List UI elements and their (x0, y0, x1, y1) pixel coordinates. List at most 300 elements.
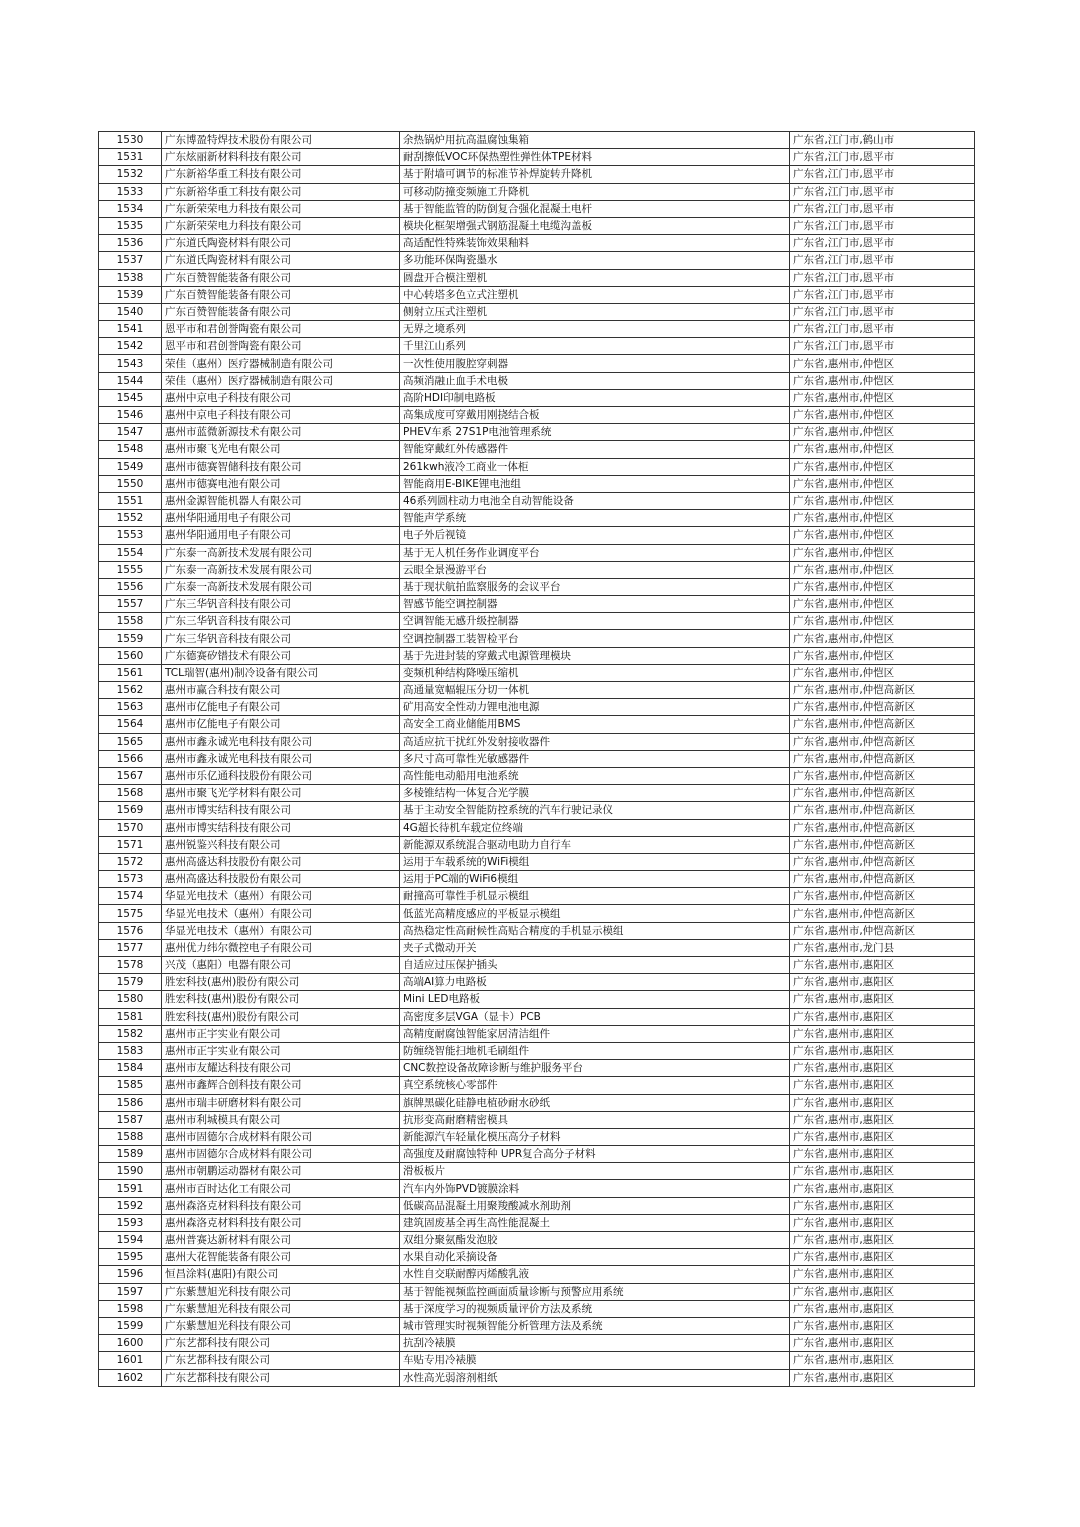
cell-product: 真空系统核心零部件 (400, 1077, 790, 1094)
table-row (99, 1317, 975, 1334)
cell-num: 1538 (99, 269, 162, 286)
cell-region: 广东省,惠州市,惠阳区 (790, 1300, 975, 1317)
cell-region: 广东省,惠州市,仲恺高新区 (790, 716, 975, 733)
cell-num: 1599 (99, 1317, 162, 1334)
cell-region: 广东省,惠州市,惠阳区 (790, 1111, 975, 1128)
cell-company: 华显光电技术（惠州）有限公司 (162, 905, 400, 922)
cell-num: 1561 (99, 664, 162, 681)
table-row (99, 1060, 975, 1077)
cell-company: 惠州大花智能装备有限公司 (162, 1249, 400, 1266)
cell-num: 1582 (99, 1025, 162, 1042)
cell-product: 高阶HDI印制电路板 (400, 389, 790, 406)
cell-region: 广东省,江门市,恩平市 (790, 303, 975, 320)
cell-company: 恩平市和君创誉陶瓷有限公司 (162, 321, 400, 338)
cell-num: 1560 (99, 647, 162, 664)
cell-company: 广东新裕华重工科技有限公司 (162, 166, 400, 183)
cell-region: 广东省,惠州市,仲恺区 (790, 355, 975, 372)
table-row (99, 527, 975, 544)
table-row (99, 1197, 975, 1214)
cell-product: 基于智能视频监控画面质量诊断与预警应用系统 (400, 1283, 790, 1300)
cell-company: 惠州市鑫永诚光电科技有限公司 (162, 750, 400, 767)
cell-region: 广东省,惠州市,惠阳区 (790, 1352, 975, 1369)
cell-region: 广东省,惠州市,惠阳区 (790, 1146, 975, 1163)
cell-num: 1577 (99, 939, 162, 956)
cell-num: 1550 (99, 475, 162, 492)
cell-region: 广东省,惠州市,仲恺区 (790, 613, 975, 630)
cell-product: 高密度多层VGA（显卡）PCB (400, 1008, 790, 1025)
table-row (99, 785, 975, 802)
cell-num: 1546 (99, 407, 162, 424)
cell-num: 1573 (99, 871, 162, 888)
cell-product: 建筑固废基全再生高性能混凝土 (400, 1214, 790, 1231)
table-row (99, 767, 975, 784)
cell-product: 空调智能无感升级控制器 (400, 613, 790, 630)
cell-region: 广东省,惠州市,惠阳区 (790, 1163, 975, 1180)
table-row (99, 217, 975, 234)
cell-company: 广东德赛矽镨技术有限公司 (162, 647, 400, 664)
table-row (99, 699, 975, 716)
cell-product: 高频消融止血手术电极 (400, 372, 790, 389)
cell-num: 1584 (99, 1060, 162, 1077)
cell-product: 46系列圆柱动力电池全自动智能设备 (400, 492, 790, 509)
cell-product: 车贴专用冷裱膜 (400, 1352, 790, 1369)
cell-region: 广东省,江门市,恩平市 (790, 286, 975, 303)
cell-num: 1539 (99, 286, 162, 303)
cell-region: 广东省,惠州市,仲恺高新区 (790, 682, 975, 699)
cell-region: 广东省,惠州市,惠阳区 (790, 1197, 975, 1214)
cell-region: 广东省,江门市,恩平市 (790, 217, 975, 234)
table-row (99, 991, 975, 1008)
cell-product: 基于先进封装的穿戴式电源管理模块 (400, 647, 790, 664)
cell-product: 空调控制器工装智检平台 (400, 630, 790, 647)
cell-company: 惠州普赛达新材料有限公司 (162, 1232, 400, 1249)
cell-company: 荣佳（惠州）医疗器械制造有限公司 (162, 355, 400, 372)
cell-company: 广东道氏陶瓷材料有限公司 (162, 252, 400, 269)
cell-region: 广东省,惠州市,仲恺区 (790, 424, 975, 441)
table-row (99, 1077, 975, 1094)
cell-region: 广东省,惠州市,仲恺高新区 (790, 733, 975, 750)
cell-region: 广东省,惠州市,惠阳区 (790, 1042, 975, 1059)
cell-region: 广东省,惠州市,惠阳区 (790, 1008, 975, 1025)
cell-num: 1558 (99, 613, 162, 630)
cell-company: 惠州锐鉴兴科技有限公司 (162, 836, 400, 853)
cell-product: 高强度及耐腐蚀特种 UPR复合高分子材料 (400, 1146, 790, 1163)
cell-num: 1572 (99, 853, 162, 870)
cell-product: 电子外后视镜 (400, 527, 790, 544)
cell-product: 城市管理实时视频智能分析管理方法及系统 (400, 1317, 790, 1334)
cell-company: 广东百赞智能装备有限公司 (162, 286, 400, 303)
cell-product: 滑板板片 (400, 1163, 790, 1180)
table-row (99, 424, 975, 441)
cell-product: 高端AI算力电路板 (400, 974, 790, 991)
cell-company: 惠州市固德尔合成材料有限公司 (162, 1146, 400, 1163)
cell-region: 广东省,惠州市,仲恺区 (790, 492, 975, 509)
cell-region: 广东省,惠州市,惠阳区 (790, 1283, 975, 1300)
cell-region: 广东省,江门市,恩平市 (790, 200, 975, 217)
table-row (99, 802, 975, 819)
cell-company: 惠州市德赛智储科技有限公司 (162, 458, 400, 475)
table-row (99, 252, 975, 269)
table-row (99, 1111, 975, 1128)
cell-region: 广东省,惠州市,仲恺区 (790, 372, 975, 389)
cell-company: 广东艺都科技有限公司 (162, 1352, 400, 1369)
cell-region: 广东省,江门市,恩平市 (790, 166, 975, 183)
cell-region: 广东省,惠州市,惠阳区 (790, 1025, 975, 1042)
cell-company: 惠州高盛达科技股份有限公司 (162, 871, 400, 888)
cell-product: 云眼全景漫游平台 (400, 561, 790, 578)
table-row (99, 613, 975, 630)
cell-company: 惠州市赢合科技有限公司 (162, 682, 400, 699)
cell-product: 高通量宽幅辊压分切一体机 (400, 682, 790, 699)
cell-product: 多棱锥结构一体复合光学膜 (400, 785, 790, 802)
cell-company: 惠州市百时达化工有限公司 (162, 1180, 400, 1197)
cell-product: 基于智能监管的防倒复合强化混凝土电杆 (400, 200, 790, 217)
table-row (99, 1163, 975, 1180)
cell-num: 1589 (99, 1146, 162, 1163)
cell-company: 惠州市友耀达科技有限公司 (162, 1060, 400, 1077)
cell-region: 广东省,惠州市,仲恺高新区 (790, 699, 975, 716)
cell-company: 广东新荣荣电力科技有限公司 (162, 217, 400, 234)
cell-product: 261kwh液冷工商业一体柜 (400, 458, 790, 475)
cell-num: 1598 (99, 1300, 162, 1317)
cell-region: 广东省,惠州市,仲恺区 (790, 596, 975, 613)
cell-company: 惠州市亿能电子有限公司 (162, 699, 400, 716)
cell-company: 惠州市朝鹏运动器材有限公司 (162, 1163, 400, 1180)
cell-region: 广东省,惠州市,惠阳区 (790, 991, 975, 1008)
table-row (99, 1283, 975, 1300)
cell-num: 1571 (99, 836, 162, 853)
cell-product: 千里江山系列 (400, 338, 790, 355)
cell-product: 高精度耐腐蚀智能家居清洁组件 (400, 1025, 790, 1042)
cell-num: 1587 (99, 1111, 162, 1128)
cell-num: 1541 (99, 321, 162, 338)
cell-num: 1532 (99, 166, 162, 183)
table-row (99, 922, 975, 939)
cell-product: 水果自动化采摘设备 (400, 1249, 790, 1266)
cell-num: 1601 (99, 1352, 162, 1369)
table-row (99, 630, 975, 647)
cell-num: 1559 (99, 630, 162, 647)
cell-product: 高适配性特殊装饰效果釉料 (400, 235, 790, 252)
cell-region: 广东省,惠州市,仲恺高新区 (790, 802, 975, 819)
cell-company: 惠州市博实结科技有限公司 (162, 802, 400, 819)
table-row (99, 166, 975, 183)
cell-product: 余热锅炉用抗高温腐蚀集箱 (400, 132, 790, 149)
cell-company: 广东泰一高新技术发展有限公司 (162, 544, 400, 561)
cell-company: 广东博盈特焊技术股份有限公司 (162, 132, 400, 149)
cell-product: 防缠绕智能扫地机毛刷组件 (400, 1042, 790, 1059)
cell-company: 广东紫慧旭光科技有限公司 (162, 1317, 400, 1334)
cell-num: 1534 (99, 200, 162, 217)
table-row (99, 596, 975, 613)
cell-region: 广东省,惠州市,龙门县 (790, 939, 975, 956)
cell-company: 广东紫慧旭光科技有限公司 (162, 1300, 400, 1317)
table-row (99, 510, 975, 527)
table-row (99, 561, 975, 578)
cell-num: 1579 (99, 974, 162, 991)
table-row (99, 905, 975, 922)
table-row (99, 149, 975, 166)
cell-num: 1581 (99, 1008, 162, 1025)
cell-num: 1536 (99, 235, 162, 252)
cell-num: 1552 (99, 510, 162, 527)
cell-company: 惠州森洛克材料科技有限公司 (162, 1197, 400, 1214)
cell-product: 耐刮擦低VOC环保热塑性弹性体TPE材料 (400, 149, 790, 166)
cell-num: 1556 (99, 578, 162, 595)
cell-product: 新能源汽车轻量化模压高分子材料 (400, 1128, 790, 1145)
cell-region: 广东省,江门市,鹤山市 (790, 132, 975, 149)
cell-product: Mini LED电路板 (400, 991, 790, 1008)
cell-region: 广东省,惠州市,仲恺高新区 (790, 750, 975, 767)
table-row (99, 544, 975, 561)
cell-region: 广东省,惠州市,仲恺高新区 (790, 819, 975, 836)
cell-company: 华显光电技术（惠州）有限公司 (162, 888, 400, 905)
table-row (99, 1180, 975, 1197)
cell-company: 胜宏科技(惠州)股份有限公司 (162, 974, 400, 991)
cell-product: 圆盘开合模注塑机 (400, 269, 790, 286)
cell-num: 1580 (99, 991, 162, 1008)
cell-region: 广东省,惠州市,仲恺区 (790, 561, 975, 578)
cell-num: 1597 (99, 1283, 162, 1300)
table-row (99, 716, 975, 733)
cell-num: 1549 (99, 458, 162, 475)
cell-company: 惠州市聚飞光电有限公司 (162, 441, 400, 458)
cell-product: 高适应抗干扰红外发射接收器件 (400, 733, 790, 750)
table-row (99, 1042, 975, 1059)
cell-company: 广东艺都科技有限公司 (162, 1335, 400, 1352)
table-row (99, 578, 975, 595)
cell-region: 广东省,惠州市,惠阳区 (790, 1077, 975, 1094)
table-row (99, 338, 975, 355)
cell-region: 广东省,江门市,恩平市 (790, 321, 975, 338)
table-row (99, 1094, 975, 1111)
cell-num: 1594 (99, 1232, 162, 1249)
cell-region: 广东省,江门市,恩平市 (790, 338, 975, 355)
cell-num: 1543 (99, 355, 162, 372)
table-row (99, 853, 975, 870)
cell-region: 广东省,惠州市,仲恺区 (790, 510, 975, 527)
cell-region: 广东省,惠州市,仲恺高新区 (790, 836, 975, 853)
cell-num: 1567 (99, 767, 162, 784)
table-row (99, 321, 975, 338)
cell-product: 高性能电动船用电池系统 (400, 767, 790, 784)
cell-company: 广东三华钒音科技有限公司 (162, 613, 400, 630)
cell-product: 无界之境系列 (400, 321, 790, 338)
table-row (99, 957, 975, 974)
cell-num: 1600 (99, 1335, 162, 1352)
cell-region: 广东省,惠州市,惠阳区 (790, 957, 975, 974)
cell-company: 广东泰一高新技术发展有限公司 (162, 578, 400, 595)
cell-num: 1568 (99, 785, 162, 802)
cell-region: 广东省,江门市,恩平市 (790, 183, 975, 200)
cell-num: 1602 (99, 1369, 162, 1386)
cell-company: 惠州市德赛电池有限公司 (162, 475, 400, 492)
cell-product: 双组分聚氨酯发泡胶 (400, 1232, 790, 1249)
cell-num: 1555 (99, 561, 162, 578)
cell-num: 1537 (99, 252, 162, 269)
cell-region: 广东省,惠州市,惠阳区 (790, 1214, 975, 1231)
cell-num: 1575 (99, 905, 162, 922)
cell-product: 一次性使用腹腔穿刺器 (400, 355, 790, 372)
cell-company: 惠州市乐亿通科技股份有限公司 (162, 767, 400, 784)
table-row (99, 1008, 975, 1025)
cell-region: 广东省,惠州市,仲恺高新区 (790, 922, 975, 939)
cell-num: 1564 (99, 716, 162, 733)
cell-num: 1588 (99, 1128, 162, 1145)
cell-num: 1592 (99, 1197, 162, 1214)
table-row (99, 1025, 975, 1042)
cell-region: 广东省,江门市,恩平市 (790, 269, 975, 286)
table-row (99, 200, 975, 217)
table-row (99, 1335, 975, 1352)
cell-product: 耐撞高可靠性手机显示模组 (400, 888, 790, 905)
cell-product: PHEV车系 27S1P电池管理系统 (400, 424, 790, 441)
cell-company: 惠州市正宇实业有限公司 (162, 1042, 400, 1059)
table-row (99, 836, 975, 853)
cell-company: 惠州中京电子科技有限公司 (162, 389, 400, 406)
cell-product: 运用于车载系统的WiFi模组 (400, 853, 790, 870)
cell-company: 惠州市正宇实业有限公司 (162, 1025, 400, 1042)
cell-region: 广东省,惠州市,仲恺区 (790, 630, 975, 647)
cell-region: 广东省,惠州市,惠阳区 (790, 974, 975, 991)
cell-region: 广东省,惠州市,仲恺区 (790, 407, 975, 424)
cell-company: 惠州市固德尔合成材料有限公司 (162, 1128, 400, 1145)
cell-company: 广东新裕华重工科技有限公司 (162, 183, 400, 200)
cell-num: 1570 (99, 819, 162, 836)
cell-company: 惠州中京电子科技有限公司 (162, 407, 400, 424)
cell-num: 1574 (99, 888, 162, 905)
cell-region: 广东省,江门市,恩平市 (790, 149, 975, 166)
cell-company: 广东三华钒音科技有限公司 (162, 596, 400, 613)
cell-num: 1540 (99, 303, 162, 320)
table-row (99, 1146, 975, 1163)
cell-product: 高安全工商业储能用BMS (400, 716, 790, 733)
table-row (99, 407, 975, 424)
cell-product: 基于现状航拍监察服务的会议平台 (400, 578, 790, 595)
cell-num: 1566 (99, 750, 162, 767)
table-row (99, 269, 975, 286)
cell-product: 多尺寸高可靠性光敏感器件 (400, 750, 790, 767)
cell-product: 智能商用E-BIKE锂电池组 (400, 475, 790, 492)
cell-company: 惠州优力纬尔微控电子有限公司 (162, 939, 400, 956)
product-list-table (98, 131, 975, 1387)
cell-company: 广东新荣荣电力科技有限公司 (162, 200, 400, 217)
cell-company: 兴茂（惠阳）电器有限公司 (162, 957, 400, 974)
table-row (99, 1369, 975, 1386)
cell-region: 广东省,惠州市,仲恺区 (790, 544, 975, 561)
cell-num: 1548 (99, 441, 162, 458)
cell-region: 广东省,惠州市,惠阳区 (790, 1128, 975, 1145)
cell-product: 变频机种结构降噪压缩机 (400, 664, 790, 681)
cell-product: 夹子式微动开关 (400, 939, 790, 956)
cell-num: 1595 (99, 1249, 162, 1266)
table-row (99, 389, 975, 406)
cell-product: 智能穿戴红外传感器件 (400, 441, 790, 458)
cell-region: 广东省,惠州市,仲恺区 (790, 389, 975, 406)
table-body (99, 132, 975, 1387)
cell-num: 1578 (99, 957, 162, 974)
cell-region: 广东省,惠州市,惠阳区 (790, 1094, 975, 1111)
cell-num: 1565 (99, 733, 162, 750)
table-row (99, 441, 975, 458)
table-row (99, 1266, 975, 1283)
cell-product: CNC数控设备故障诊断与维护服务平台 (400, 1060, 790, 1077)
cell-num: 1533 (99, 183, 162, 200)
cell-company: 广东紫慧旭光科技有限公司 (162, 1283, 400, 1300)
cell-product: 智能声学系统 (400, 510, 790, 527)
cell-num: 1585 (99, 1077, 162, 1094)
cell-region: 广东省,惠州市,仲恺高新区 (790, 871, 975, 888)
cell-num: 1531 (99, 149, 162, 166)
cell-company: 惠州森洛克材料科技有限公司 (162, 1214, 400, 1231)
cell-region: 广东省,江门市,恩平市 (790, 235, 975, 252)
cell-region: 广东省,惠州市,惠阳区 (790, 1335, 975, 1352)
table-row (99, 372, 975, 389)
cell-region: 广东省,惠州市,仲恺高新区 (790, 853, 975, 870)
table-row (99, 682, 975, 699)
cell-company: 惠州市利城模具有限公司 (162, 1111, 400, 1128)
cell-company: 恒昌涂料(惠阳)有限公司 (162, 1266, 400, 1283)
cell-num: 1583 (99, 1042, 162, 1059)
cell-company: 惠州高盛达科技股份有限公司 (162, 853, 400, 870)
cell-product: 智感节能空调控制器 (400, 596, 790, 613)
cell-company: 惠州市鑫永诚光电科技有限公司 (162, 733, 400, 750)
cell-region: 广东省,惠州市,惠阳区 (790, 1060, 975, 1077)
table-row (99, 939, 975, 956)
cell-num: 1551 (99, 492, 162, 509)
cell-num: 1569 (99, 802, 162, 819)
table-row (99, 1249, 975, 1266)
cell-product: 中心转塔多色立式注塑机 (400, 286, 790, 303)
cell-company: 惠州市蓝微新源技术有限公司 (162, 424, 400, 441)
cell-num: 1557 (99, 596, 162, 613)
cell-region: 广东省,惠州市,仲恺高新区 (790, 767, 975, 784)
table-row (99, 871, 975, 888)
cell-region: 广东省,惠州市,仲恺高新区 (790, 888, 975, 905)
table-row (99, 819, 975, 836)
table-row (99, 1128, 975, 1145)
table-row (99, 1352, 975, 1369)
cell-num: 1576 (99, 922, 162, 939)
cell-company: 惠州市博实结科技有限公司 (162, 819, 400, 836)
table-row (99, 750, 975, 767)
cell-region: 广东省,惠州市,仲恺区 (790, 527, 975, 544)
cell-region: 广东省,江门市,恩平市 (790, 252, 975, 269)
cell-company: 广东泰一高新技术发展有限公司 (162, 561, 400, 578)
cell-region: 广东省,惠州市,惠阳区 (790, 1232, 975, 1249)
cell-num: 1554 (99, 544, 162, 561)
cell-product: 基于附墙可调节的标准节补焊旋转升降机 (400, 166, 790, 183)
cell-company: 惠州市鑫辉合创科技有限公司 (162, 1077, 400, 1094)
cell-region: 广东省,惠州市,惠阳区 (790, 1266, 975, 1283)
table-row (99, 1214, 975, 1231)
cell-product: 水性自交联耐醇丙烯酸乳液 (400, 1266, 790, 1283)
cell-product: 自适应过压保护插头 (400, 957, 790, 974)
cell-product: 模块化框架增强式钢筋混凝土电缆沟盖板 (400, 217, 790, 234)
cell-region: 广东省,惠州市,仲恺区 (790, 647, 975, 664)
table-row (99, 647, 975, 664)
cell-company: 广东炫丽新材料科技有限公司 (162, 149, 400, 166)
table-row (99, 1232, 975, 1249)
cell-region: 广东省,惠州市,惠阳区 (790, 1317, 975, 1334)
cell-num: 1544 (99, 372, 162, 389)
cell-product: 汽车内外饰PVD镀膜涂料 (400, 1180, 790, 1197)
cell-company: 广东三华钒音科技有限公司 (162, 630, 400, 647)
cell-num: 1593 (99, 1214, 162, 1231)
cell-company: 惠州华阳通用电子有限公司 (162, 510, 400, 527)
cell-product: 水性高光弱溶剂相纸 (400, 1369, 790, 1386)
cell-region: 广东省,惠州市,仲恺区 (790, 475, 975, 492)
